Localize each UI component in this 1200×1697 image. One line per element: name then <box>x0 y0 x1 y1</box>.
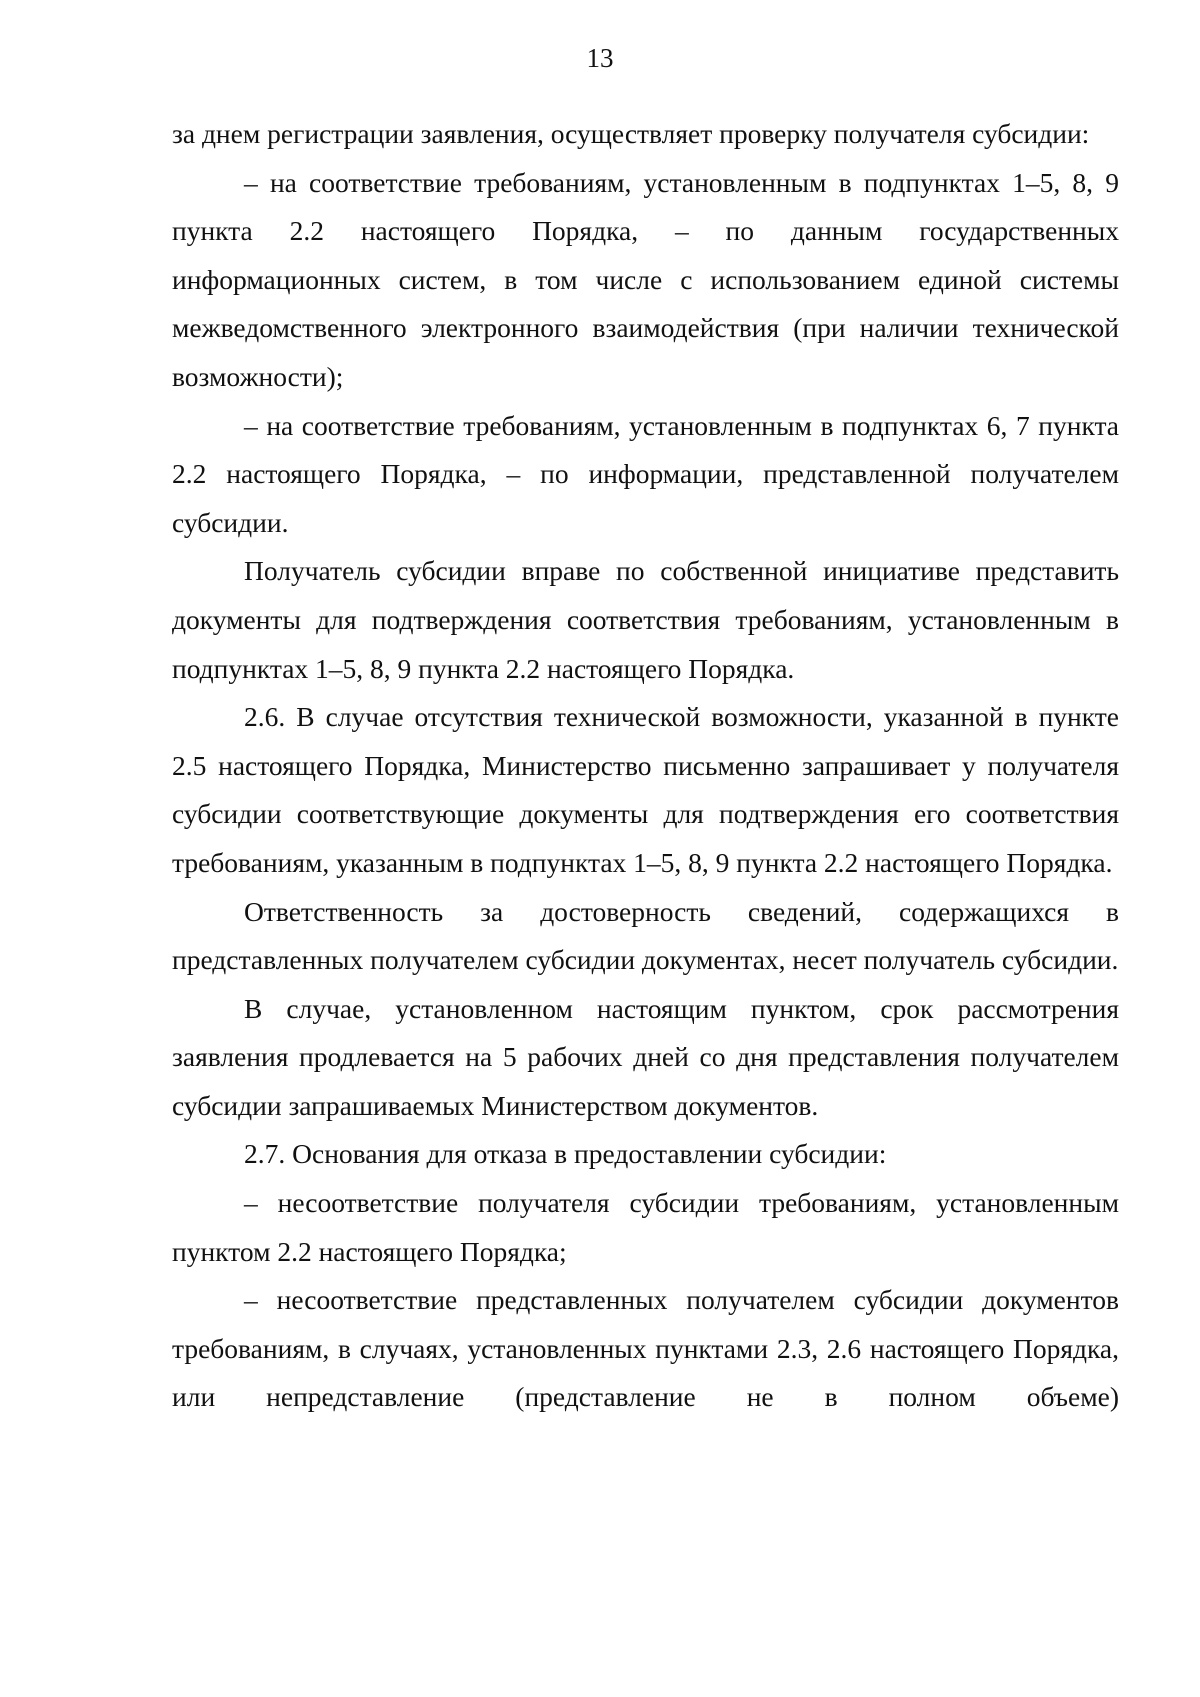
paragraph-check-item-1: – на соответствие требованиям, установленным в подпунктах 1–5, 8, 9 пункта 2.2 настоящего Порядка, – по данным государственных информационных систем, в том числе с использованием единой системы межведомственного электронного взаимодействия (при наличии технической возможности); <box>172 166 1119 392</box>
page-number: 13 <box>586 43 614 73</box>
paragraph-own-initiative: Получатель субсидии вправе по собственной инициативе представить документы для подтверждения соответствия требованиям, установленным в подпунктах 1–5, 8, 9 пункта 2.2 настоящего Порядка. <box>172 555 1119 684</box>
paragraph-continuation: за днем регистрации заявления, осуществляет проверку получателя субсидии: <box>172 118 1090 149</box>
document-body <box>172 110 1119 1422</box>
paragraph-refusal-item-1: – несоответствие получателя субсидии требованиям, установленным пунктом 2.2 настоящего Порядка; <box>172 1187 1119 1267</box>
paragraph-term-extension: В случае, установленном настоящим пунктом, срок рассмотрения заявления продлевается на 5 рабочих дней со дня представления получателем субсидии запрашиваемых Министерством документов. <box>172 992 1119 1121</box>
paragraph-clause-2-6: 2.6. В случае отсутствия технической возможности, указанной в пункте 2.5 настоящего Порядка, Министерство письменно запрашивает у получателя субсидии соответствующие документы для подтверждения его соответствия требованиям, указанным в подпунктах 1–5, 8, 9 пункта 2.2 настоящего Порядка. <box>172 701 1119 878</box>
paragraph-check-item-2: – на соответствие требованиям, установленным в подпунктах 6, 7 пункта 2.2 настоящего Порядка, – по информации, представленной получателем субсидии. <box>172 409 1119 538</box>
paragraph-clause-2-7: 2.7. Основания для отказа в предоставлении субсидии: <box>244 1138 887 1170</box>
paragraph-refusal-item-2: – несоответствие представленных получателем субсидии документов требованиям, в случаях, установленных пунктами 2.3, 2.6 настоящего Порядка, или непредставление (представление не в полном объеме) <box>172 1284 1119 1413</box>
paragraph-responsibility: Ответственность за достоверность сведений, содержащихся в представленных получателем субсидии документах, несет получатель субсидии. <box>172 895 1119 976</box>
